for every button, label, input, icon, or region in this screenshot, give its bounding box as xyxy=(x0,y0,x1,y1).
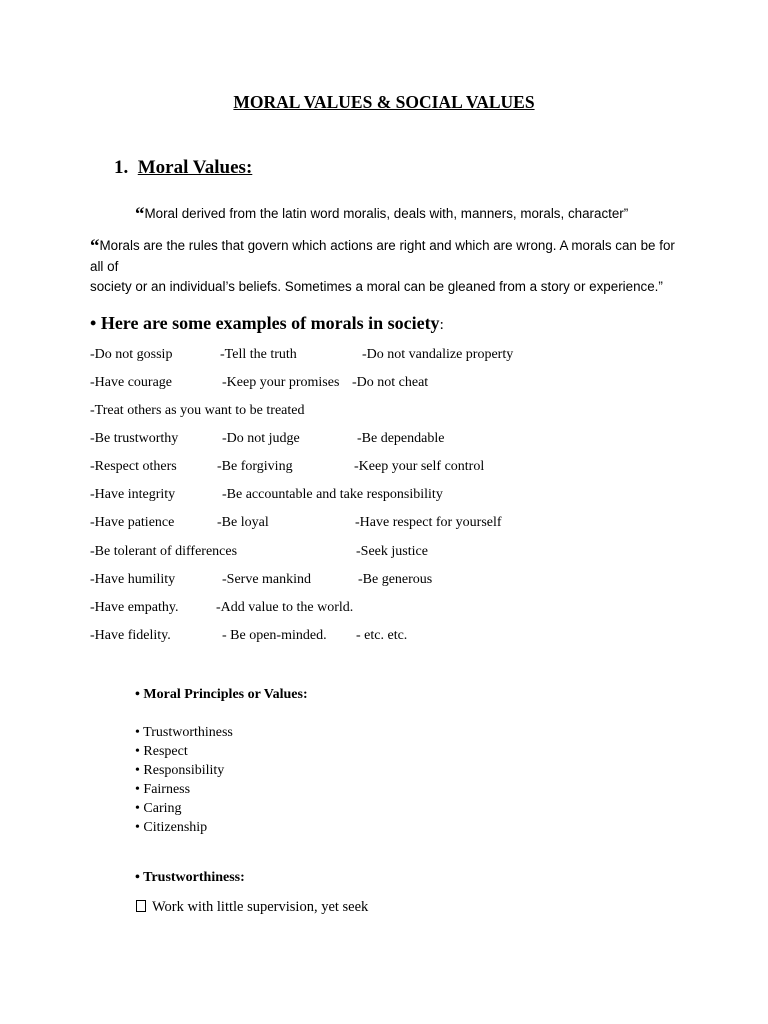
example-item: - Be open-minded. xyxy=(222,628,327,643)
examples-heading-text: Here are some examples of morals in society xyxy=(100,313,440,333)
principle-item: • Citizenship xyxy=(135,820,208,835)
examples-heading xyxy=(90,313,444,334)
example-item: -Keep your self control xyxy=(354,459,485,474)
quote-definition-text: Moral derived from the latin word moralis, deals with, manners, morals, character” xyxy=(144,206,629,221)
example-item: -Keep your promises xyxy=(222,375,340,390)
missing-glyph-box-icon xyxy=(136,900,146,912)
example-item: -Be trustworthy xyxy=(90,431,179,446)
principle-item: • Respect xyxy=(135,744,188,759)
example-item: -Do not vandalize property xyxy=(362,347,514,362)
example-item: -Be loyal xyxy=(217,515,269,530)
example-item: -Seek justice xyxy=(356,544,428,559)
example-item: -Be dependable xyxy=(357,431,445,446)
quote-definition xyxy=(135,204,628,226)
example-item: -Do not judge xyxy=(222,431,300,446)
quote-rules-line-1: Morals are the rules that govern which actions are right and which are wrong. A morals can be for all of xyxy=(90,238,675,274)
principle-item: • Responsibility xyxy=(135,763,225,778)
example-item: -Be generous xyxy=(358,572,433,587)
example-item: -Add value to the world. xyxy=(216,600,354,615)
example-item: -Have humility xyxy=(90,572,176,587)
section-label: Moral Values: xyxy=(137,157,253,178)
quote-rules xyxy=(90,236,690,297)
example-item: -Do not cheat xyxy=(352,375,429,390)
example-item: -Do not gossip xyxy=(90,347,173,362)
example-item: -Have fidelity. xyxy=(90,628,171,643)
example-item: -Have patience xyxy=(90,515,175,530)
trustworthiness-heading: • Trustworthiness: xyxy=(135,870,245,885)
example-item: -Have integrity xyxy=(90,487,176,502)
example-item: -Treat others as you want to be treated xyxy=(90,403,305,418)
principle-item: • Trustworthiness xyxy=(135,725,233,740)
document-title: MORAL VALUES & SOCIAL VALUES xyxy=(233,92,535,112)
section-number: 1. xyxy=(114,157,129,178)
example-item: -Be tolerant of differences xyxy=(90,544,238,559)
example-item: -Respect others xyxy=(90,459,177,474)
section-heading-moral-values xyxy=(114,157,252,179)
example-item: -Have respect for yourself xyxy=(355,515,502,530)
example-item: -Serve mankind xyxy=(222,572,312,587)
example-item: -Have courage xyxy=(90,375,173,390)
trustworthiness-item xyxy=(136,899,368,916)
principles-heading: • Moral Principles or Values: xyxy=(135,687,308,702)
example-item: -Be accountable and take responsibility xyxy=(222,487,443,502)
trustworthiness-item-text: Work with little supervision, yet seek xyxy=(152,899,369,915)
example-item: -Have empathy. xyxy=(90,600,179,615)
principle-item: • Caring xyxy=(135,801,182,816)
bullet: • xyxy=(90,313,97,333)
examples-heading-colon: : xyxy=(439,317,444,333)
quote-mark: “ xyxy=(90,236,100,257)
example-item: - etc. etc. xyxy=(356,628,408,643)
example-item: -Tell the truth xyxy=(220,347,297,362)
quote-mark: “ xyxy=(135,204,145,225)
quote-rules-line-2: society or an individual’s beliefs. Sometimes a moral can be gleaned from a story or experience.” xyxy=(90,279,663,294)
principle-item: • Fairness xyxy=(135,782,191,797)
example-item: -Be forgiving xyxy=(217,459,293,474)
